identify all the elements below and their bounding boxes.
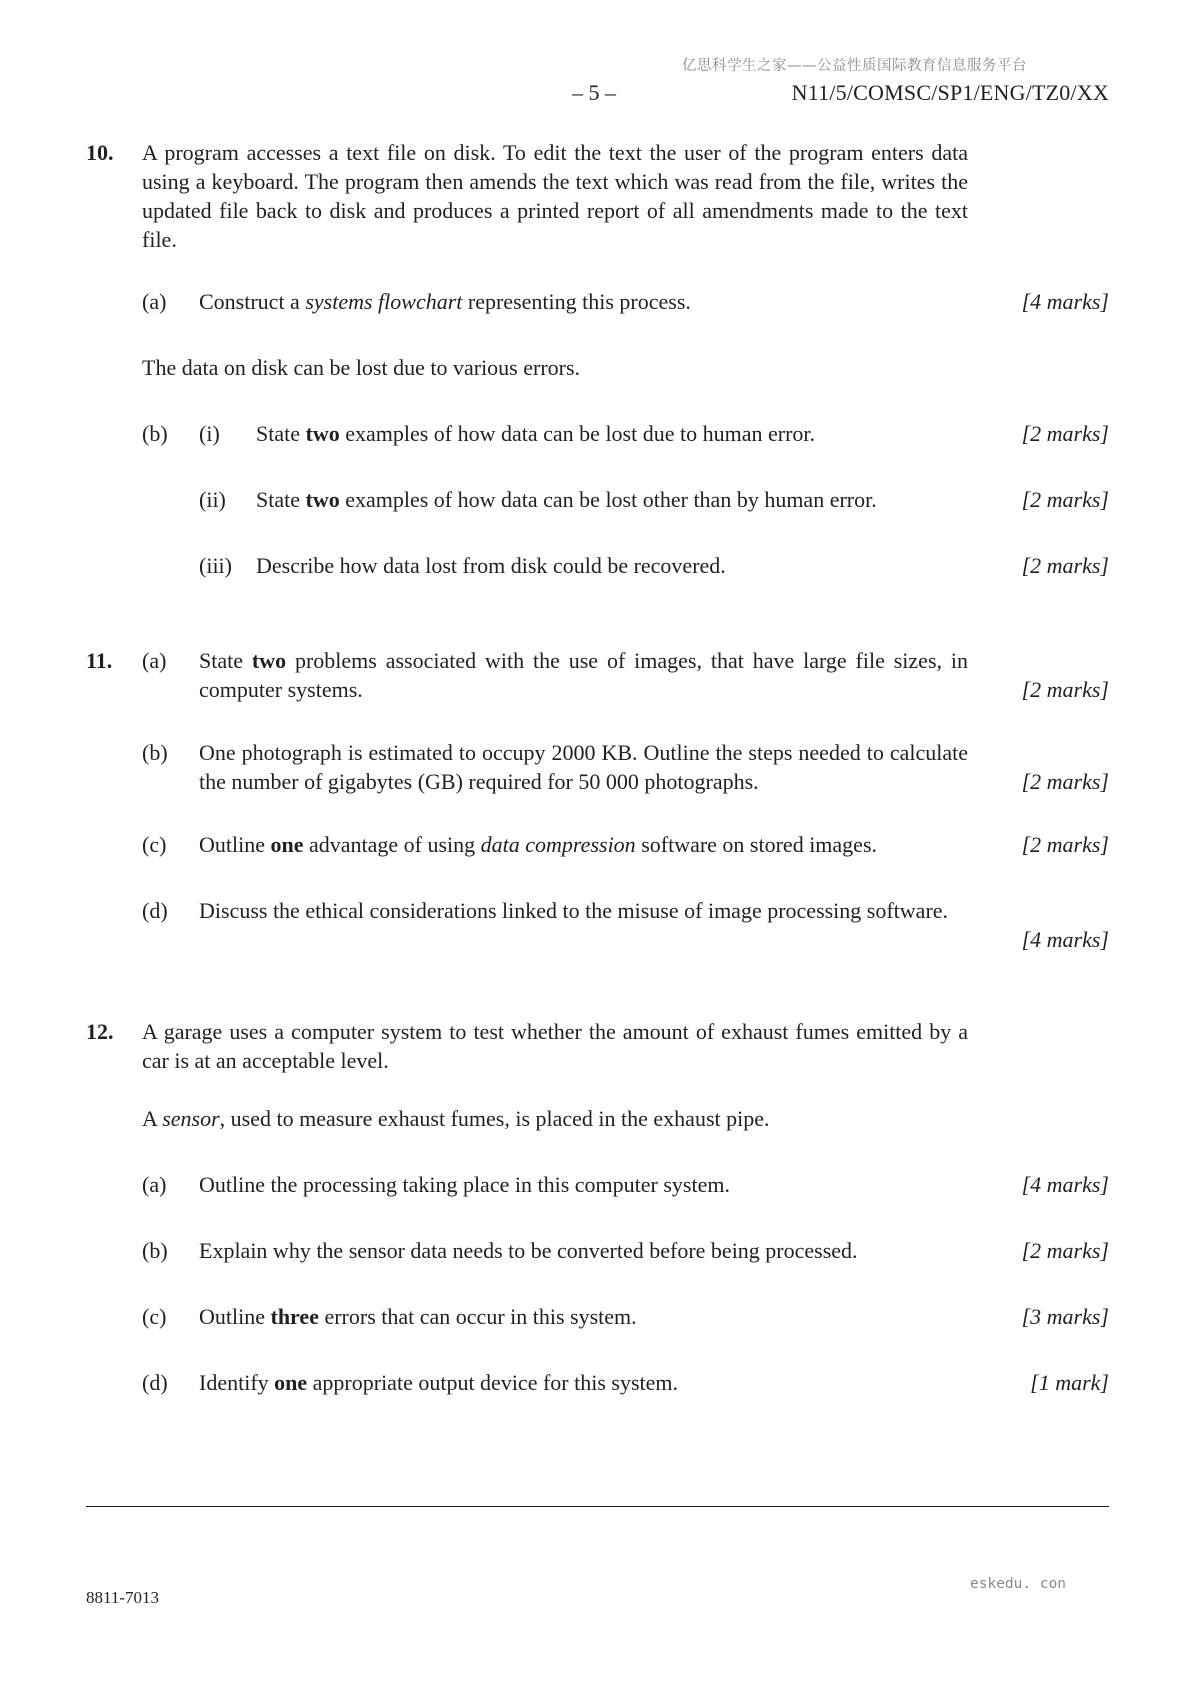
section-intro: The data on disk can be lost due to various errors. bbox=[142, 355, 581, 380]
question-number: 11. bbox=[86, 648, 113, 673]
header-watermark: 亿思科学生之家——公益性质国际教育信息服务平台 bbox=[682, 58, 1027, 74]
part-label: (b) bbox=[142, 421, 168, 446]
marks-label: [2 marks] bbox=[1021, 421, 1109, 446]
marks-label: [2 marks] bbox=[1021, 1238, 1109, 1263]
part-label: (c) bbox=[142, 832, 167, 857]
part-text: Construct a systems flowchart representing this process. bbox=[199, 289, 691, 314]
subpart-text: State two examples of how data can be lost other than by human error. bbox=[256, 487, 877, 512]
subpart-label: (ii) bbox=[199, 487, 226, 512]
marks-label: [3 marks] bbox=[1021, 1304, 1109, 1329]
marks-label: [2 marks] bbox=[1021, 769, 1109, 794]
part-label: (a) bbox=[142, 648, 167, 673]
marks-label: [2 marks] bbox=[1021, 832, 1109, 857]
question-number: 10. bbox=[86, 140, 114, 165]
marks-label: [2 marks] bbox=[1021, 677, 1109, 702]
question-number: 12. bbox=[86, 1019, 114, 1044]
document-code: N11/5/COMSC/SP1/ENG/TZ0/XX bbox=[791, 80, 1109, 105]
part-label: (a) bbox=[142, 289, 167, 314]
part-text: One photograph is estimated to occupy 2000 KB. Outline the steps needed to calculate the number of gigabytes (GB) required for 50 000 photographs. bbox=[199, 740, 968, 794]
subpart-text: State two examples of how data can be lost due to human error. bbox=[256, 421, 816, 446]
emphasis-term: sensor bbox=[162, 1106, 220, 1131]
part-text: State two problems associated with the use of images, that have large file sizes, in computer systems. bbox=[199, 648, 968, 702]
subpart-label: (iii) bbox=[199, 553, 232, 578]
page-number: – 5 – bbox=[572, 80, 616, 105]
footer-divider bbox=[86, 1506, 1109, 1507]
part-text: Outline three errors that can occur in this system. bbox=[199, 1304, 637, 1329]
part-label: (d) bbox=[142, 898, 168, 923]
marks-label: [2 marks] bbox=[1021, 553, 1109, 578]
marks-label: [4 marks] bbox=[1021, 289, 1109, 314]
footer-document-code: 8811-7013 bbox=[86, 1588, 160, 1607]
subpart-text: Describe how data lost from disk could be recovered. bbox=[256, 553, 726, 578]
part-label: (b) bbox=[142, 1238, 168, 1263]
question-stem: A garage uses a computer system to test whether the amount of exhaust fumes emitted by a car is at an acceptable level. bbox=[142, 1019, 968, 1073]
section-intro: A sensor, used to measure exhaust fumes, is placed in the exhaust pipe. bbox=[142, 1106, 770, 1131]
part-label: (d) bbox=[142, 1370, 168, 1395]
part-label: (c) bbox=[142, 1304, 167, 1329]
emphasis-term: systems flowchart bbox=[305, 289, 463, 314]
part-text: Outline one advantage of using data compression software on stored images. bbox=[199, 832, 878, 857]
marks-label: [4 marks] bbox=[1021, 927, 1109, 952]
part-text: Explain why the sensor data needs to be converted before being processed. bbox=[199, 1238, 858, 1263]
part-label: (a) bbox=[142, 1172, 167, 1197]
marks-label: [2 marks] bbox=[1021, 487, 1109, 512]
part-text: Outline the processing taking place in this computer system. bbox=[199, 1172, 730, 1197]
marks-label: [4 marks] bbox=[1021, 1172, 1109, 1197]
part-text: Identify one appropriate output device for this system. bbox=[199, 1370, 679, 1395]
marks-label: [1 mark] bbox=[1030, 1370, 1109, 1395]
part-label: (b) bbox=[142, 740, 168, 765]
emphasis-term: data compression bbox=[480, 832, 636, 857]
footer-watermark: eskedu. con bbox=[970, 1576, 1067, 1592]
part-text: Discuss the ethical considerations linked to the misuse of image processing software. bbox=[199, 898, 949, 923]
question-stem: A program accesses a text file on disk. To edit the text the user of the program enters data using a keyboard. The program then amends the text which was read from the file, writes the updated file back to disk and produces a printed report of all amendments made to the text file. bbox=[142, 140, 968, 252]
subpart-label: (i) bbox=[199, 421, 220, 446]
